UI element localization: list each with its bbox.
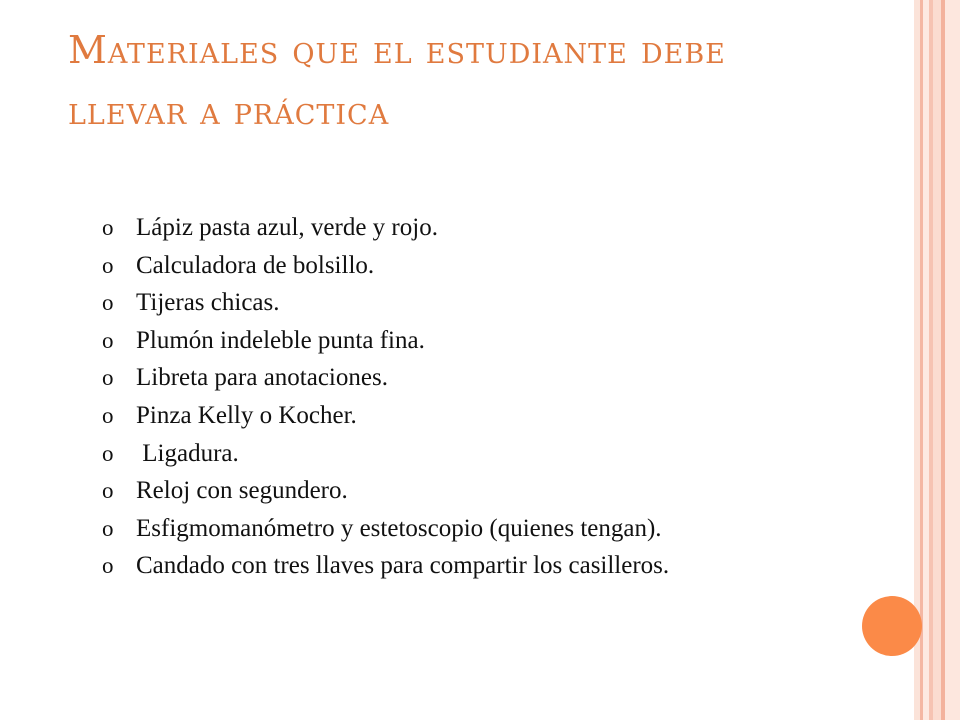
list-item <box>102 327 669 365</box>
list-item-text: Libreta para anotaciones. <box>136 364 388 392</box>
decorative-stripe <box>945 0 960 720</box>
bullet-icon: o <box>102 402 114 428</box>
bullet-icon: o <box>102 252 114 278</box>
list-item-text: Esfigmomanómetro y estetoscopio (quienes tengan). <box>136 514 662 542</box>
list-item <box>102 440 669 478</box>
list-item-text: Plumón indeleble punta fina. <box>136 326 425 354</box>
bullet-icon: o <box>102 290 114 316</box>
list-item-text: Calculadora de bolsillo. <box>136 251 375 279</box>
decorative-stripe <box>933 0 941 720</box>
bullet-icon: o <box>102 478 114 504</box>
bullet-icon: o <box>102 515 114 541</box>
bullet-icon: o <box>102 440 114 466</box>
bullet-icon: o <box>102 365 114 391</box>
materials-list <box>102 214 669 590</box>
list-item <box>102 402 669 440</box>
list-item-text: Tijeras chicas. <box>136 289 280 317</box>
list-item <box>102 515 669 553</box>
list-item <box>102 252 669 290</box>
list-item-text: Candado con tres llaves para compartir los casilleros. <box>136 552 670 580</box>
list-item <box>102 477 669 515</box>
bullet-icon: o <box>102 553 114 579</box>
list-item-text: Reloj con segundero. <box>136 477 348 505</box>
slide-title: Materiales que el estudiante debe llevar a práctica <box>68 28 726 133</box>
bullet-icon: o <box>102 215 114 240</box>
list-item <box>102 552 669 590</box>
decorative-circle <box>862 596 922 656</box>
list-item-text: Lápiz pasta azul, verde y rojo. <box>136 214 438 241</box>
list-item <box>102 214 669 252</box>
bullet-icon: o <box>102 327 114 353</box>
list-item <box>102 364 669 402</box>
list-item <box>102 289 669 327</box>
list-item-text: Pinza Kelly o Kocher. <box>136 401 357 429</box>
list-item-text: Ligadura. <box>136 439 239 467</box>
